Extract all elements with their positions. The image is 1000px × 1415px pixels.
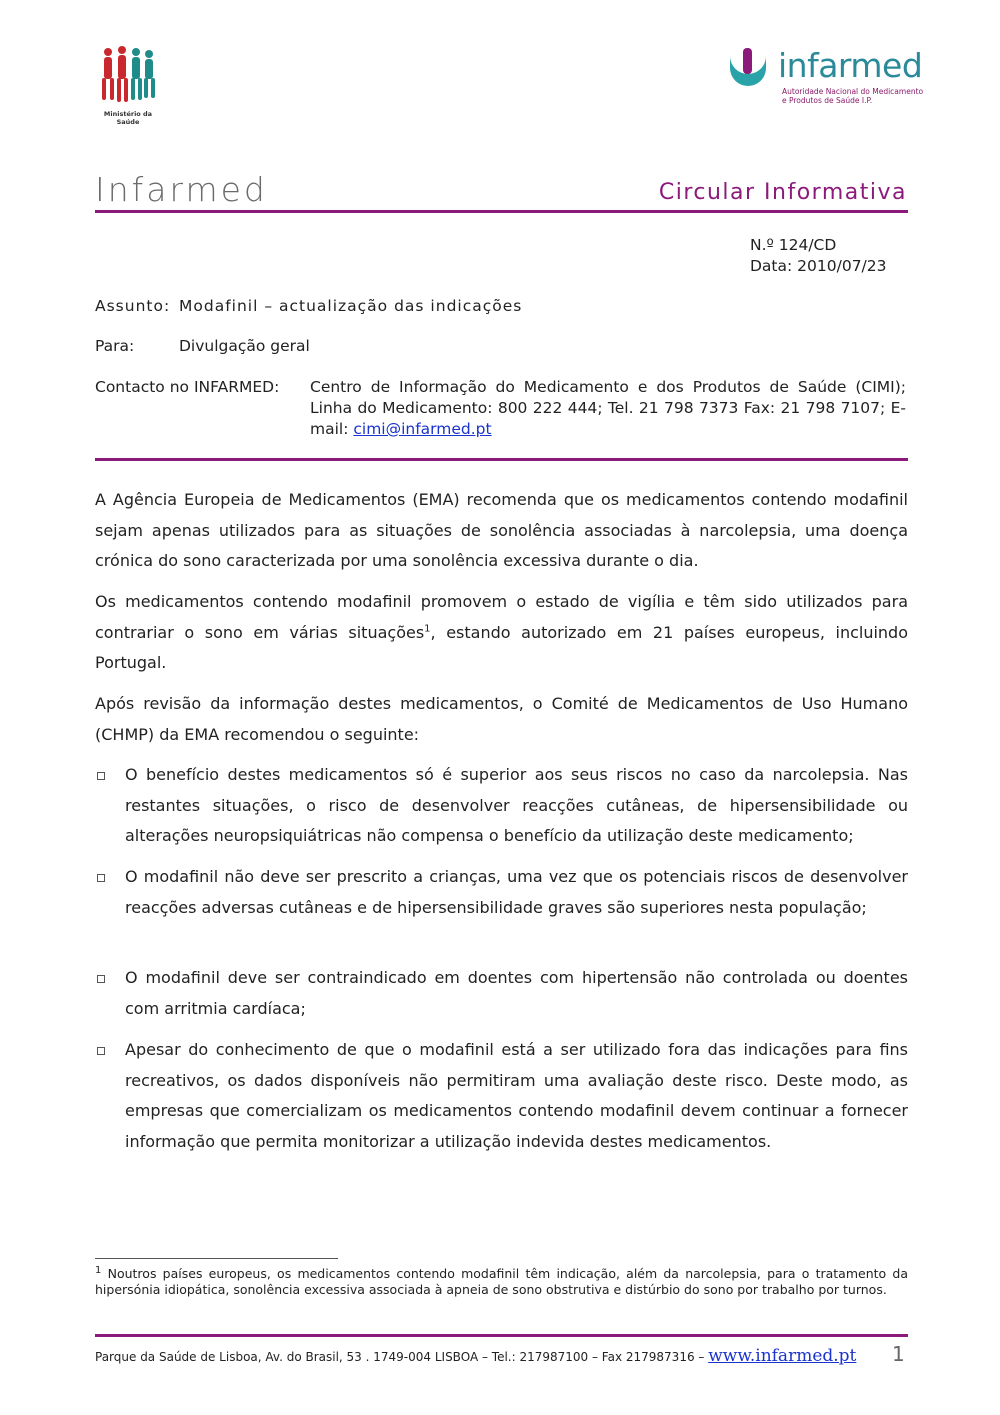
- list-item-text: O modafinil não deve ser prescrito a crianças, uma vez que os potenciais riscos de desenvolver reacções adversas cutâneas e de hipersensibilidade graves são superiores nesta população;: [125, 867, 908, 917]
- footnote-marker: 1: [95, 1264, 102, 1276]
- meta-rule: [95, 458, 908, 461]
- footnote-rule: [95, 1258, 338, 1259]
- footnote-reference[interactable]: 1: [424, 623, 431, 635]
- footnote-text: Noutros países europeus, os medicamentos contendo modafinil têm indicação, além da narcolepsia, para o tratamento da hipersónia idiopática, sonolência excessiva associada à apneia de sono obstrutiva e distúrbio do sono por trabalho por turnos.: [95, 1266, 908, 1297]
- footer-address-text: Parque da Saúde de Lisboa, Av. do Brasil, 53 . 1749-004 LISBOA – Tel.: 217987100 – Fax 217987316 –: [95, 1350, 709, 1364]
- bullet-square-icon: [97, 772, 105, 780]
- paragraph-2-text-b: , estando autorizado em 21 países europeus, incluindo Portugal.: [95, 622, 908, 672]
- bullet-square-icon: [97, 975, 105, 983]
- ministry-caption: Ministério da Saúde: [103, 110, 153, 126]
- bullet-square-icon: [97, 1047, 105, 1055]
- paragraph-2-text-a: Os medicamentos contendo modafinil promovem o estado de vigília e têm sido utilizados para contrariar o sono em várias situações: [95, 592, 908, 642]
- infarmed-subtitle-line-2: e Produtos de Saúde I.P.: [782, 96, 873, 105]
- list-item-text: O benefício destes medicamentos só é superior aos seus riscos no caso da narcolepsia. Nas restantes situações, o risco de desenvolver reacções cutâneas, de hipersensibilidade ou alterações neuropsiquiátricas não compensa o benefício da utilização deste medicamento;: [125, 765, 908, 845]
- circular-number: N.º 124/CD: [750, 236, 837, 254]
- list-item-text: Apesar do conhecimento de que o modafinil está a ser utilizado fora das indicações para fins recreativos, os dados disponíveis não permitiram uma avaliação deste risco. Deste modo, as empresas que comercializam os medicamentos contendo modafinil devem continuar a fornecer informação que permita monitorizar a utilização indevida destes medicamentos.: [125, 1040, 908, 1151]
- bullet-square-icon: [97, 874, 105, 882]
- footer-address: [95, 1346, 856, 1366]
- page-number: 1: [892, 1342, 905, 1366]
- paragraph-1: A Agência Europeia de Medicamentos (EMA) recomenda que os medicamentos contendo modafinil sejam apenas utilizados para as situações de sonolência associadas à narcolepsia, uma doença crónica do sono caracterizada por uma sonolência excessiva durante o dia.: [95, 490, 908, 570]
- circular-date: Data: 2010/07/23: [750, 257, 887, 275]
- document-type: Circular Informativa: [658, 180, 907, 205]
- paragraph-3: Após revisão da informação destes medicamentos, o Comité de Medicamentos de Uso Humano (CHMP) da EMA recomendou o seguinte:: [95, 694, 908, 744]
- paragraph-2: [95, 587, 908, 679]
- infarmed-logo: [726, 44, 926, 114]
- ministry-figures-icon: [92, 44, 164, 110]
- infarmed-mark-icon: [726, 48, 774, 92]
- subject-value: Modafinil – actualização das indicações: [179, 297, 523, 315]
- footer-rule: [95, 1334, 908, 1337]
- contact-email-link[interactable]: cimi@infarmed.pt: [353, 420, 492, 438]
- recipient-label: Para:: [95, 337, 135, 355]
- footer-website-link[interactable]: www.infarmed.pt: [708, 1346, 857, 1366]
- infarmed-subtitle: [782, 87, 932, 105]
- contact-label: Contacto no INFARMED:: [95, 378, 280, 396]
- footnote: [95, 1266, 908, 1298]
- contact-text: Centro de Informação do Medicamento e dos Produtos de Saúde (CIMI); Linha do Medicamento: 800 222 444; Tel. 21 798 7373 Fax: 21 798 7107; E-mail:: [310, 378, 906, 438]
- subject-label: Assunto:: [95, 297, 171, 315]
- list-item-text: O modafinil deve ser contraindicado em doentes com hipertensão não controlada ou doentes com arritmia cardíaca;: [125, 968, 908, 1018]
- infarmed-subtitle-line-1: Autoridade Nacional do Medicamento: [782, 87, 924, 96]
- document-title: Infarmed: [95, 170, 268, 209]
- infarmed-wordmark: infarmed: [778, 46, 923, 85]
- contact-value: [310, 377, 906, 440]
- header-rule: [95, 210, 908, 213]
- recipient-value: Divulgação geral: [179, 337, 310, 355]
- ministry-of-health-logo: [92, 44, 164, 126]
